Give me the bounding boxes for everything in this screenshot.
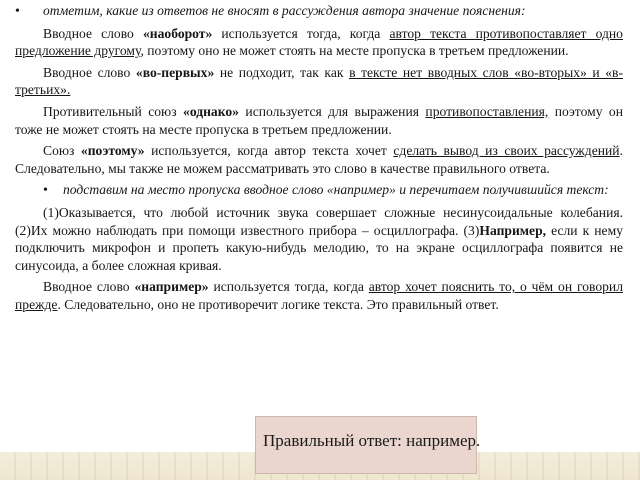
bullet-substitute — [15, 181, 623, 200]
underlined-phrase: сделать вывод из своих рассуждений — [393, 143, 620, 159]
underlined-phrase: в тексте нет вводных слов «во-вторых» и «в-третьих». — [15, 64, 623, 98]
paragraph-naprimer: Вводное слово «например» используется тогда, когда автор хочет пояснить то, о чём он говорил прежде. Следовательно, оно не противоречит логике текста. Это правильный ответ. — [15, 279, 623, 312]
underlined-phrase: автор хочет пояснить то, о чём он говорил прежде — [15, 279, 623, 312]
keyword-naprimer: Например, — [479, 222, 547, 238]
keyword-poetomu: «поэтому» — [80, 143, 145, 159]
bullet-text: подставим на место пропуска вводное слово «например» и перечитаем получившийся текст: — [63, 182, 609, 198]
paragraph-naoborot: Вводное слово «наоборот» используется тогда, когда автор текста противопоставляет одно предложение другому, поэтому оно не может стоять на месте пропуска в третьем предложении. — [15, 25, 623, 59]
keyword-vo-pervykh: «во-первых» — [135, 64, 215, 80]
keyword-naprimer: «например» — [134, 279, 209, 295]
bullet-icon: • — [15, 4, 20, 19]
paragraph-poetomu: Союз «поэтому» используется, когда автор текста хочет сделать вывод из своих рассуждений. Следовательно, мы также не можем рассматривать это слово в качестве правильного ответа. — [15, 143, 623, 176]
paragraph-odnako: Противительный союз «однако» используется для выражения противопоставления, поэтому он тоже не может стоять на месте пропуска в третьем предложении. — [15, 103, 624, 137]
keyword-naoborot: «наоборот» — [142, 25, 213, 41]
answer-text: Правильный ответ: например. — [263, 431, 481, 450]
keyword-odnako: «однако» — [183, 103, 239, 119]
underlined-phrase: автор текста противопоставляет одно предложение другому — [15, 25, 623, 59]
paragraph-source-text: (1)Оказывается, что любой источник звука совершает сложные несинусоидальные колебания. (2)Их можно наблюдать при помощи известного прибора – осциллографа. (3)Например, если к нему подключить микрофон и пропеть какую-нибудь мелодию, то на экране осциллографа появится не синусоида, а более сложная кривая. — [15, 204, 623, 273]
bullet-text: отметим, какие из ответов не вносят в рассуждения автора значение пояснения: — [43, 3, 526, 18]
bullet-intro — [15, 2, 623, 21]
paragraph-vo-pervykh: Вводное слово «во-первых» не подходит, так как в тексте нет вводных слов «во-вторых» и «в-третьих». — [15, 64, 623, 98]
explanation-text — [15, 2, 623, 318]
bullet-icon: • — [43, 183, 48, 199]
underlined-phrase: противопоставления, — [425, 103, 549, 119]
